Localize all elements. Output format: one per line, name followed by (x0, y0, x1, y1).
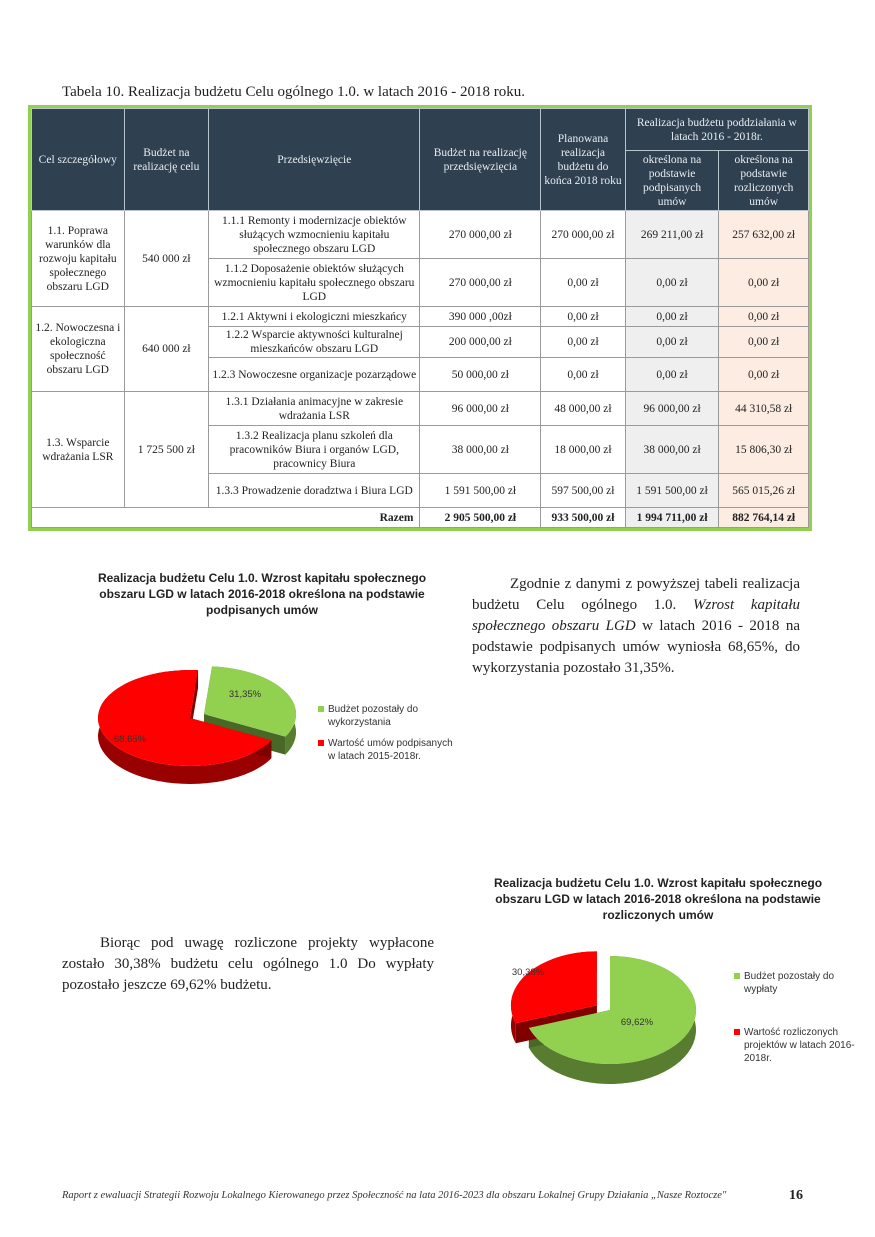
cell-planowana: 48 000,00 zł (541, 392, 626, 426)
cell-przedsiewziecie: 1.3.3 Prowadzenie doradztwa i Biura LGD (209, 474, 420, 508)
cell-przedsiewziecie: 1.1.2 Doposażenie obiektów służących wzmocnieniu kapitału społecznego obszaru LGD (209, 259, 420, 307)
pie-slice-label: 69,62% (620, 1017, 654, 1028)
cell-rozliczone: 257 632,00 zł (719, 211, 809, 259)
header-przedsiewziecie: Przedsięwzięcie (209, 109, 420, 211)
chart2-title-line: rozliczonych umów (602, 908, 714, 922)
cell-przedsiewziecie: 1.3.1 Działania animacyjne w zakresie wdrażania LSR (209, 392, 420, 426)
cell-umowy: 0,00 zł (625, 358, 719, 392)
cell-cel: 1.2. Nowoczesna i ekologiczna społeczność obszaru LGD (32, 307, 125, 392)
cell-budzet-przedsiewziecia: 50 000,00 zł (420, 358, 541, 392)
cell-cel: 1.3. Wsparcie wdrażania LSR (32, 392, 125, 508)
cell-budzet-przedsiewziecia: 270 000,00 zł (420, 211, 541, 259)
cell-planowana: 0,00 zł (541, 358, 626, 392)
cell-przedsiewziecie: 1.1.1 Remonty i modernizacje obiektów służących wzmocnieniu kapitału społecznego obszaru LGD (209, 211, 420, 259)
header-realizacja: Realizacja budżetu poddziałania w latach 2016 - 2018r. (625, 109, 808, 151)
cell-planowana: 18 000,00 zł (541, 426, 626, 474)
chart2-legend-item: Budżet pozostały do wypłaty (734, 970, 869, 996)
header-budzet: Budżet na realizację celu (124, 109, 209, 211)
table-row (32, 211, 809, 259)
cell-umowy: 38 000,00 zł (625, 426, 719, 474)
chart2-title-line: obszaru LGD w latach 2016-2018 określona na podstawie (495, 892, 821, 906)
chart1-title-line: obszaru LGD w latach 2016-2018 określona na podstawie (99, 587, 425, 601)
cell-umowy: 269 211,00 zł (625, 211, 719, 259)
header-rozliczone: określona na podstawie rozliczonych umów (719, 151, 809, 211)
total-planned: 933 500,00 zł (541, 508, 626, 528)
chart1-title-line: Realizacja budżetu Celu 1.0. Wzrost kapitału społecznego (97, 571, 427, 585)
cell-rozliczone: 0,00 zł (719, 259, 809, 307)
cell-planowana: 0,00 zł (541, 327, 626, 358)
chart1-legend (318, 703, 458, 771)
cell-budzet-przedsiewziecia: 270 000,00 zł (420, 259, 541, 307)
budget-table (31, 108, 809, 528)
header-budzet-przedsiewziecia: Budżet na realizację przedsięwzięcia (420, 109, 541, 211)
cell-planowana: 597 500,00 zł (541, 474, 626, 508)
cell-przedsiewziecie: 1.2.3 Nowoczesne organizacje pozarządowe (209, 358, 420, 392)
cell-budzet-przedsiewziecia: 96 000,00 zł (420, 392, 541, 426)
cell-budzet-przedsiewziecia: 200 000,00 zł (420, 327, 541, 358)
cell-rozliczone: 44 310,58 zł (719, 392, 809, 426)
cell-planowana: 0,00 zł (541, 307, 626, 327)
table-row (32, 307, 809, 327)
cell-planowana: 0,00 zł (541, 259, 626, 307)
chart1-pie (90, 660, 300, 800)
header-cel: Cel szczegółowy (32, 109, 125, 211)
cell-rozliczone: 0,00 zł (719, 307, 809, 327)
chart1-title (92, 570, 432, 618)
chart2-title (488, 875, 828, 923)
table-caption: Tabela 10. Realizacja budżetu Celu ogólnego 1.0. w latach 2016 - 2018 roku. (62, 84, 525, 100)
pie-slice-label: 30,38% (511, 967, 545, 978)
table-body (32, 211, 809, 508)
cell-umowy: 0,00 zł (625, 259, 719, 307)
page-number: 16 (789, 1188, 803, 1203)
cell-rozliczone: 0,00 zł (719, 358, 809, 392)
chart1-legend-item: Wartość umów podpisanych w latach 2015-2018r. (318, 737, 458, 763)
cell-umowy: 96 000,00 zł (625, 392, 719, 426)
chart1-legend-item: Budżet pozostały do wykorzystania (318, 703, 458, 729)
cell-planowana: 270 000,00 zł (541, 211, 626, 259)
cell-budzet-przedsiewziecia: 390 000 ,00zł (420, 307, 541, 327)
cell-budzet-przedsiewziecia: 1 591 500,00 zł (420, 474, 541, 508)
cell-rozliczone: 0,00 zł (719, 327, 809, 358)
chart1-title-line: podpisanych umów (205, 603, 318, 617)
cell-umowy: 1 591 500,00 zł (625, 474, 719, 508)
page-footer: Raport z ewaluacji Strategii Rozwoju Lokalnego Kierowanego przez Społeczność na lata 2016-2023 dla obszaru Lokalnej Grupy Działania „Nasze Roztocze" (62, 1190, 727, 1201)
cell-przedsiewziecie: 1.3.2 Realizacja planu szkoleń dla pracowników Biura i organów LGD, pracownicy Biura (209, 426, 420, 474)
cell-budzet: 540 000 zł (124, 211, 209, 307)
budget-table-frame (28, 105, 812, 531)
paragraph-contracts: Zgodnie z danymi z powyższej tabeli realizacja budżetu Celu ogólnego 1.0. Wzrost kapitału społecznego obszaru LGD w latach 2016 - 2018 na podstawie podpisanych umów wyniosła 68,65%, do wykorzystania pozostało 31,35%. (472, 576, 801, 676)
chart2-pie (475, 945, 705, 1085)
cell-rozliczone: 15 806,30 zł (719, 426, 809, 474)
chart2-legend-item: Wartość rozliczonych projektów w latach 2016- 2018r. (734, 1026, 869, 1065)
cell-umowy: 0,00 zł (625, 327, 719, 358)
cell-przedsiewziecie: 1.2.1 Aktywni i ekologiczni mieszkańcy (209, 307, 420, 327)
cell-cel: 1.1. Poprawa warunków dla rozwoju kapitału społecznego obszaru LGD (32, 211, 125, 307)
cell-budzet: 640 000 zł (124, 307, 209, 392)
table-row (32, 392, 809, 426)
total-settled: 882 764,14 zł (719, 508, 809, 528)
chart2-title-line: Realizacja budżetu Celu 1.0. Wzrost kapitału społecznego (493, 876, 823, 890)
cell-umowy: 0,00 zł (625, 307, 719, 327)
table-total-row (32, 508, 809, 528)
cell-budzet: 1 725 500 zł (124, 392, 209, 508)
cell-przedsiewziecie: 1.2.2 Wsparcie aktywności kulturalnej mieszkańców obszaru LGD (209, 327, 420, 358)
chart2-legend (734, 970, 869, 1073)
pie-slice-label: 31,35% (228, 689, 262, 700)
header-planowana: Planowana realizacja budżetu do końca 2018 roku (541, 109, 626, 211)
total-contracts: 1 994 711,00 zł (625, 508, 719, 528)
pie-slice-label: 68,65% (113, 734, 147, 745)
total-label: Razem (32, 508, 420, 528)
cell-rozliczone: 565 015,26 zł (719, 474, 809, 508)
total-budget: 2 905 500,00 zł (420, 508, 541, 528)
paragraph-settled: Biorąc pod uwagę rozliczone projekty wypłacone zostało 30,38% budżetu celu ogólnego 1.0 Do wypłaty pozostało jeszcze 69,62% budżetu. (62, 935, 434, 993)
header-umowy: określona na podstawie podpisanych umów (625, 151, 719, 211)
cell-budzet-przedsiewziecia: 38 000,00 zł (420, 426, 541, 474)
